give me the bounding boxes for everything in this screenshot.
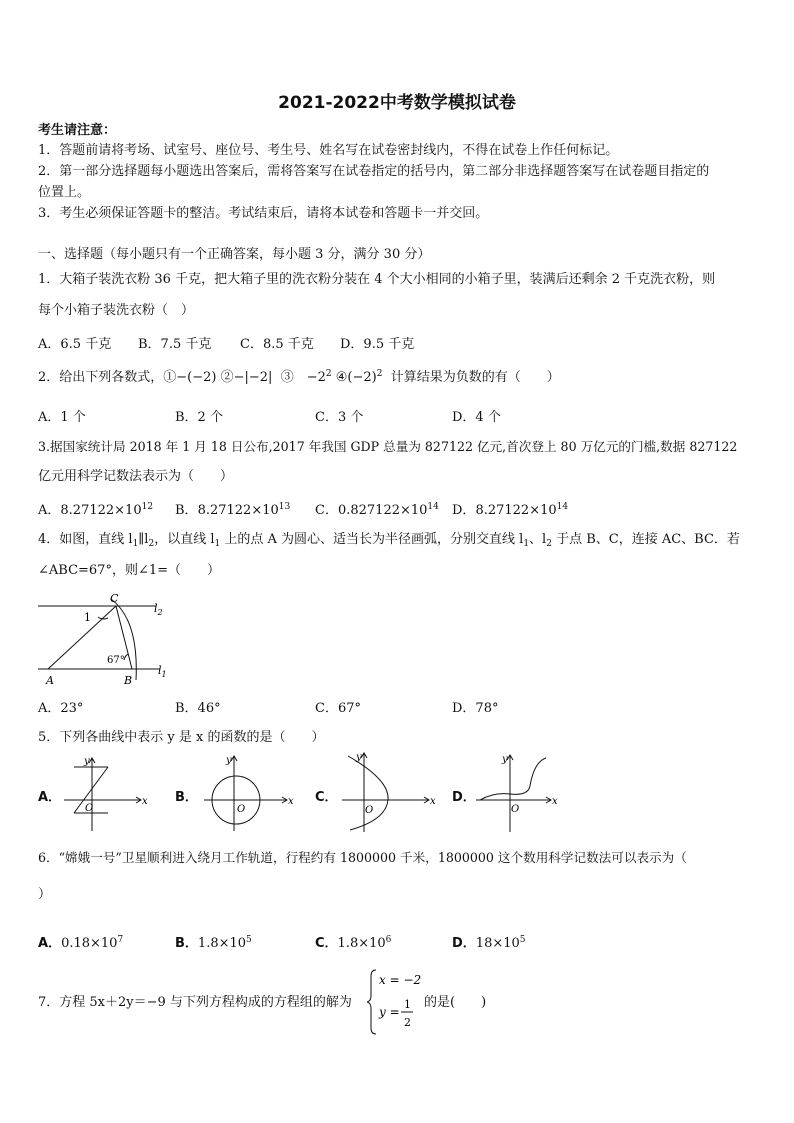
svg-text:x: x — [142, 796, 148, 807]
q5-option-d-label: D． — [452, 790, 476, 805]
page-title: 2021-2022中考数学模拟试卷 — [278, 93, 516, 113]
notice-item-2: 2．第一部分选择题每小题选出答案后，需将答案写在试卷指定的括号内，第二部分非选择题答案写在试卷题目指定的 — [38, 164, 710, 179]
q1-option-b: B．7.5 千克 — [138, 337, 212, 352]
q4-line1: 4．如图，直线 $l_1\parallel l_2$，以直线 $l_1$ 上的点 A 为圆心、适当长为半径画弧，分别交直线 $l_1$、$l_2$ 于点 B、C，连接 AC、BC．若 — [38, 532, 740, 549]
q3-option-d: D．$8.27122\times 10^{14}$ — [452, 502, 569, 518]
label-a: A — [46, 674, 54, 686]
q1-option-d: D．9.5 千克 — [340, 337, 415, 352]
q3-option-c: C．$0.827122\times 10^{14}$ — [315, 502, 439, 518]
q4-line2: ∠ABC=67°，则∠1=（ ） — [38, 563, 221, 578]
q7-eq1: x = −2 — [379, 973, 422, 987]
svg-text:O: O — [85, 803, 94, 814]
q7-prefix: 7．方程 5x＋2y＝−9 与下列方程构成的方程组的解为 — [38, 995, 352, 1010]
q2-option-a: A．1 个 — [38, 410, 86, 425]
q2-expr-2: ②−|−2| — [220, 370, 273, 385]
arc — [111, 599, 136, 680]
q4-option-b: B．46° — [175, 701, 221, 716]
q2-expr-4: ④(−2) — [335, 370, 377, 385]
q2-expr-4-exp: 2 — [376, 369, 383, 379]
q5-graph-a — [60, 753, 152, 833]
q5-text: 5．下列各曲线中表示 y 是 x 的函数的是（ ） — [38, 730, 325, 745]
q6-line2: ） — [38, 887, 52, 902]
q2-line — [38, 367, 560, 388]
notice-heading: 考生请注意： — [38, 123, 117, 138]
svg-text:y: y — [502, 754, 508, 765]
q3-line2: 亿元用科学记数法表示为（ ） — [38, 469, 234, 484]
q2-option-b: B．2 个 — [175, 410, 223, 425]
q1-line1: 1．大箱子装洗衣粉 36 千克，把大箱子里的洗衣粉分装在 4 个大小相同的小箱子里，装满后还剩余 2 千克洗衣粉，则 — [38, 272, 716, 287]
q4-option-a: A．23° — [38, 701, 84, 716]
q7-eq2-num: 1 — [404, 998, 411, 1011]
svg-text:y: y — [226, 755, 232, 766]
label-b: B — [124, 674, 133, 686]
svg-text:O: O — [237, 804, 246, 815]
q7-suffix: 的是( ) — [424, 995, 487, 1010]
notice-item-2-cont: 位置上。 — [38, 185, 91, 200]
q6-option-b: B．$1.8\times 10^5$ — [175, 935, 252, 951]
q5-option-c-label: C． — [315, 790, 338, 805]
q1-line2: 每个小箱子装洗衣粉（ ） — [38, 303, 195, 318]
label-angle-1: 1 — [84, 611, 91, 624]
svg-text:O: O — [365, 805, 374, 816]
q3-option-a: A．$8.27122\times 10^{12}$ — [38, 502, 154, 518]
label-c: C — [110, 592, 119, 605]
q5-graph-b — [198, 753, 298, 833]
svg-text:y: y — [356, 752, 362, 763]
q5-graph-c — [338, 750, 438, 834]
svg-text:O: O — [511, 804, 520, 815]
q2-expr-1: ①−(−2) — [163, 370, 217, 385]
q2-option-d: D．4 个 — [452, 410, 501, 425]
svg-text:x: x — [288, 796, 294, 807]
q7-eq2-den: 2 — [404, 1016, 411, 1029]
q7-equation-system — [367, 968, 427, 1036]
notice-item-1: 1．答题前请将考场、试室号、座位号、考生号、姓名写在试卷密封线内，不得在试卷上作任何标记。 — [38, 143, 619, 158]
q3-option-b: B．$8.27122\times 10^{13}$ — [175, 502, 291, 518]
svg-text:y: y — [84, 756, 90, 767]
svg-text:x: x — [430, 796, 436, 807]
q5-option-a-label: A． — [38, 790, 62, 805]
q7-brace — [367, 970, 376, 1034]
label-l1: $l_1$ — [158, 664, 167, 679]
q6-option-a: A．$0.18\times 10^7$ — [38, 935, 124, 951]
q6-option-c: C．$1.8\times 10^6$ — [315, 935, 392, 951]
q3-line1: 3.据国家统计局 2018 年 1 月 18 日公布,2017 年我国 GDP 总量为 827122 亿元,首次登上 80 万亿元的门槛,数据 827122 — [38, 439, 738, 454]
q4-option-d: D．78° — [452, 701, 499, 716]
q2-expr-3-exp: 2 — [325, 369, 332, 379]
segment-ac — [48, 606, 116, 669]
q5-option-b-label: B． — [175, 790, 198, 805]
q6-option-d: D．$18\times 10^5$ — [452, 935, 526, 951]
q2-option-c: C．3 个 — [315, 410, 364, 425]
label-angle-67: 67° — [107, 655, 125, 666]
notice-item-3: 3．考生必须保证答题卡的整洁。考试结束后，请将本试卷和答题卡一并交回。 — [38, 206, 489, 221]
q4-option-c: C．67° — [315, 701, 361, 716]
q2-suffix: 计算结果为负数的有（ ） — [390, 370, 560, 385]
label-l2: $l_2$ — [154, 602, 163, 617]
svg-text:x: x — [552, 796, 558, 807]
q7-eq2-lhs: y = — [379, 1005, 400, 1019]
q5-graph-d — [474, 750, 564, 834]
q2-expr-3: ③ −2 — [280, 370, 326, 385]
q6-line1: 6．“嫦娥一号”卫星顺利进入绕月工作轨道，行程约有 1800000 千米，1800000 这个数用科学记数法可以表示为（ — [38, 850, 687, 865]
q2-prefix: 2．给出下列各数式， — [38, 370, 164, 385]
section-heading: 一、选择题（每小题只有一个正确答案，每小题 3 分，满分 30 分） — [38, 247, 431, 262]
q1-option-c: C．8.5 千克 — [240, 337, 314, 352]
q1-option-a: A．6.5 千克 — [38, 337, 112, 352]
q4-figure — [36, 590, 176, 686]
